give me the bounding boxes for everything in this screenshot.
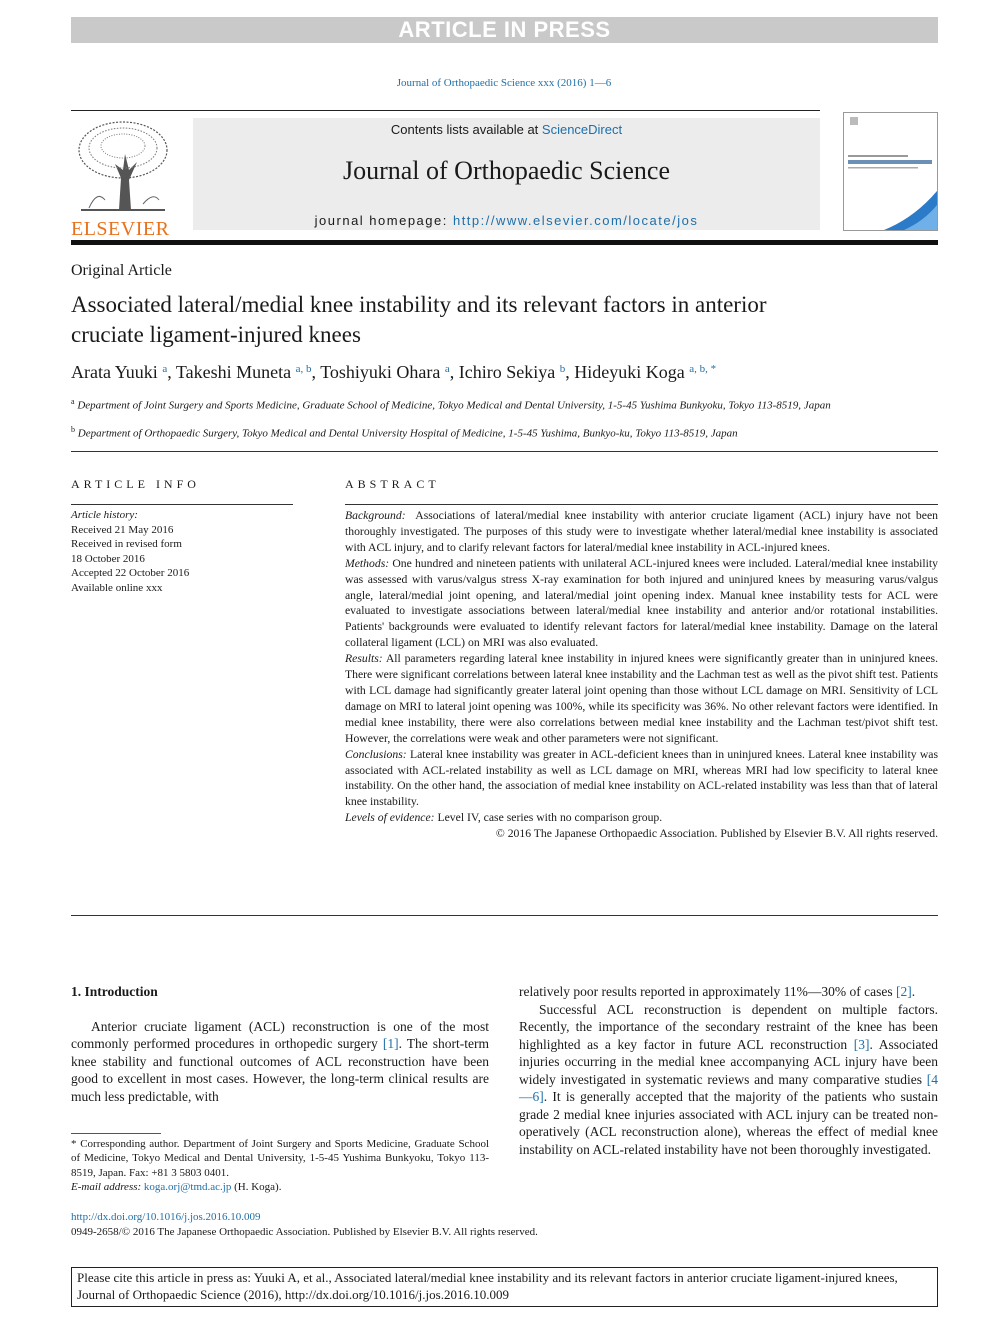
citation-box: Please cite this article in press as: Yuuki A, et al., Associated lateral/medial knee instability and its relevant factors in anterior cruciate ligament-injured knees, Journal of Orthopaedic Science (2016), http://dx.doi.org/10.1016/j.jos.2016.10.009 [71, 1267, 938, 1307]
author[interactable]: Toshiyuki Ohara $^a$ [320, 362, 450, 382]
abstract-methods: Methods: One hundred and nineteen patients with unilateral ACL-injured knees were included. Lateral/medial knee instability was assessed with varus/valgus stress X-ray examination for both injured and uninjured knees by measuring varus/valgus angle, lateral/medial joint opening, and lateral/medial joint opening index. Manual knee instability tests for ACL were evaluated to investigate associations between lateral/medial knee instability and anterior and/or rotational instabilities. Patients' backgrounds were evaluated to identify relevant factors for lateral/medial knee instability. Damage on the lateral collateral ligament (LCL) on MRI was also evaluated. [345, 556, 938, 650]
abstract-bottom-rule [71, 915, 938, 916]
citation-link[interactable]: [3] [853, 1036, 870, 1052]
citation-link[interactable]: [1] [382, 1036, 399, 1051]
intro-left-column [71, 983, 489, 1105]
homepage-url-link[interactable]: http://www.elsevier.com/locate/jos [452, 213, 699, 228]
issn-copyright: 0949-2658/© 2016 The Japanese Orthopaedic Association. Published by Elsevier B.V. All rights reserved. [71, 1226, 538, 1238]
article-history: Article history: Received 21 May 2016 Received in revised form 18 October 2016 Accepted 22 October 2016 Available online xxx [71, 509, 190, 594]
author[interactable]: Arata Yuuki $^a$ [71, 362, 168, 382]
abstract-rule [345, 504, 938, 505]
abstract-results: Results: All parameters regarding lateral knee instability in injured knees were significantly greater than in uninjured knees. There were significant correlations between lateral knee instability and the Lachman test as well as the pivot shift test. Patients with LCL damage had significantly greater lateral joint opening than those without LCL damage on MRI. Sensitivity of LCL damage on MRI to lateral joint opening was 100%, while its specificity was 36%. No other relevant factors were identified. In medial knee instability, there were also correlations between medial knee instability and the Lachman test/pivot shift test. However, the correlations were weak and other parameters were not significant. [345, 652, 938, 745]
citation-link[interactable]: [4—6] [519, 1071, 938, 1104]
article-in-press-banner: ARTICLE IN PRESS [71, 17, 938, 43]
abstract-copyright: © 2016 The Japanese Orthopaedic Association. Published by Elsevier B.V. All rights reserved. [495, 827, 938, 841]
sciencedirect-link[interactable]: ScienceDirect [541, 122, 623, 137]
article-info-rule [71, 504, 293, 505]
journal-reference-link[interactable]: Journal of Orthopaedic Science xxx (2016) 1—6 [396, 77, 612, 89]
header-divider [71, 110, 820, 111]
affiliations-divider [71, 451, 938, 452]
abstract-heading: ABSTRACT [345, 477, 440, 491]
affiliation-b: $^b$ Department of Orthopaedic Surgery, Tokyo Medical and Dental University Hospital of Medicine, 1-5-45 Yushima, Bunkyo-ku, Tokyo 113-8519, Japan [71, 425, 738, 440]
abstract-conclusions: Conclusions: Lateral knee instability was greater in ACL-deficient knees than in uninjured knees. Lateral knee instability was associated with ACL-related instability as well as LCL damage on MRI, whereas MRI had low specificity to lateral knee instability. On the other hand, the association of medial knee instability on ACL-related instability was less than that of lateral knee instability. [345, 747, 938, 809]
journal-title: Journal of Orthopaedic Science [342, 156, 671, 185]
abstract-body [345, 508, 938, 842]
citation-link[interactable]: [2] [896, 984, 912, 999]
author[interactable]: Ichiro Sekiya $^b$ [458, 362, 566, 382]
author[interactable]: Hideyuki Koga $^{a, b, *}$ [574, 362, 717, 382]
footnote-rule [71, 1133, 161, 1134]
abstract-levels: Levels of evidence: Level IV, case series with no comparison group. [345, 811, 663, 825]
intro-paragraph-1-continued: relatively poor results reported in approximately 11%—30% of cases [2]. [519, 984, 916, 999]
journal-cover-thumbnail[interactable] [843, 112, 938, 231]
intro-paragraph-2: Successful ACL reconstruction is dependent on multiple factors. Recently, the importance of the secondary restraint of the knee has been highlighted as a key factor in future ACL reconstruction [3]. Associated injuries occurring in the medial knee accompanying ACL injury have been widely investigated in systematic reviews and many comparative studies [4—6]. It is generally accepted that the majority of the patients who sustain grade 2 medial knee injuries associated with ACL injury can be treated non-operatively (ACL reconstruction alone), whereas the effect of medial knee instability on ACL-related instability have not been thoroughly investigated. [519, 1001, 938, 1157]
elsevier-logo [71, 118, 175, 240]
corresponding-author-footnote: * Corresponding author. Department of Joint Surgery and Sports Medicine, Graduate School of Medicine, Tokyo Medical and Dental University, 1-5-45 Yushima Bunkyoku, Tokyo 113-8519, Japan. Fax: +81 3 5803 0401. E-mail address: koga.orj@tmd.ac.jp (H. Koga). [71, 1138, 489, 1193]
header-thick-rule [71, 240, 938, 245]
abstract-background: Background: Associations of lateral/medial knee instability with anterior cruciate ligament (ACL) injury have not been thoroughly investigated. The purposes of this study were to investigate whether lateral/medial knee instability is associated with ACL injury, and to clarify relevant factors for lateral/medial knee instability in ACL-injured knees. [345, 509, 938, 554]
contents-line: Contents lists available at ScienceDirect [390, 122, 623, 137]
elsevier-wordmark: ELSEVIER [71, 218, 170, 240]
article-type: Original Article [71, 262, 172, 279]
journal-homepage: journal homepage: http://www.elsevier.com/locate/jos [314, 213, 699, 228]
article-title: Associated lateral/medial knee instability and its relevant factors in anterior cruciate ligament-injured knees [71, 292, 767, 347]
author[interactable]: Takeshi Muneta $^{a, b}$ [175, 362, 312, 382]
article-info-heading: ARTICLE INFO [71, 477, 200, 491]
intro-heading: 1. Introduction [71, 984, 158, 999]
affiliation-a: $^a$ Department of Joint Surgery and Sports Medicine, Graduate School of Medicine, Tokyo Medical and Dental University, 1-5-45 Yushima Bunkyoku, Tokyo 113-8519, Japan [71, 397, 831, 412]
intro-right-column [519, 983, 938, 1158]
intro-paragraph-1: Anterior cruciate ligament (ACL) reconstruction is one of the most commonly performed procedures in orthopedic surgery [1]. The short-term knee stability and functional outcomes of ACL reconstruction have been good to excellent in most cases. However, the long-term clinical results are much less predictable, with [71, 1018, 489, 1104]
elsevier-tree-icon [71, 118, 175, 214]
journal-cover-icon [844, 113, 937, 230]
doi-link[interactable]: http://dx.doi.org/10.1016/j.jos.2016.10.009 [71, 1211, 261, 1223]
email-link[interactable]: koga.orj@tmd.ac.jp [143, 1180, 232, 1193]
author-list: Arata Yuuki $^a$, Takeshi Muneta $^{a, b}$, Toshiyuki Ohara $^a$, Ichiro Sekiya $^b$, Hideyuki Koga $^{a, b, *}$ [71, 362, 717, 382]
